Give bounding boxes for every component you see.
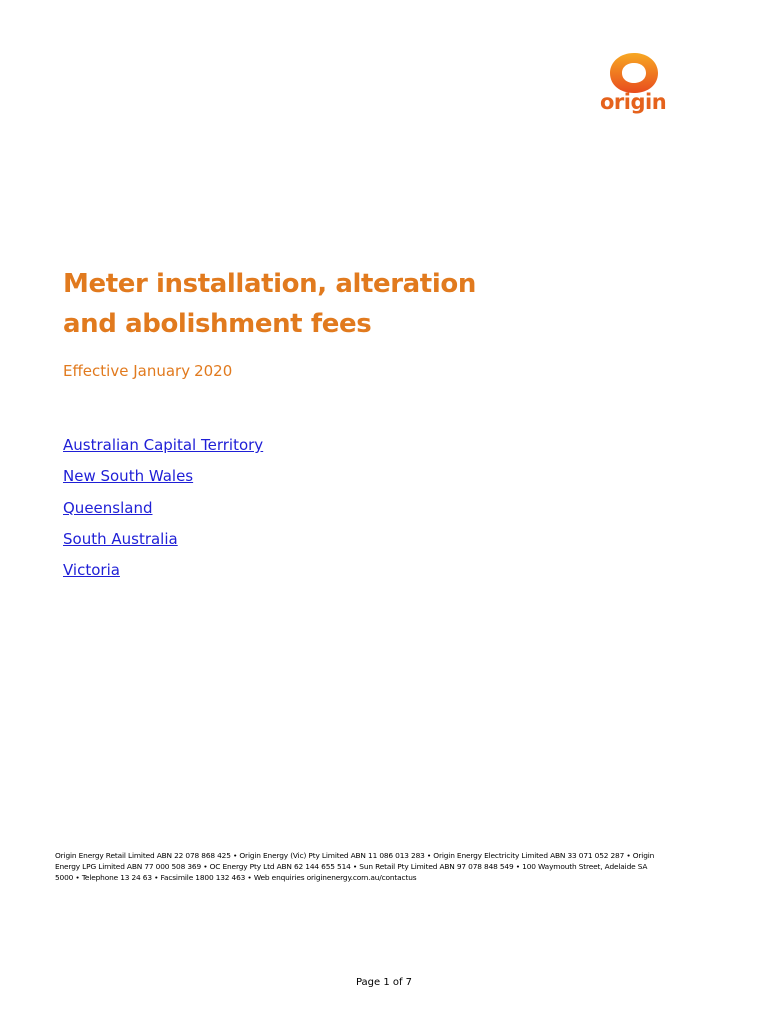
legal-footer: Origin Energy Retail Limited ABN 22 078 868 425 • Origin Energy (Vic) Pty Limited ABN 11 086 013 283 • Origin Energy Electricity Limited ABN 33 071 052 287 • Origin Energy LPG Limited ABN 77 000 508 369 • OC Energy Pty Ltd ABN 62 144 655 514 • Sun Retail Pty Limited ABN 97 078 848 549 • 100 Waymouth Street, Adelaide SA 5000 • Telephone 13 24 63 • Facsimile 1800 132 463 • Web enquiries originenergy.com.au/contactus <box>55 851 655 882</box>
effective-year: 2020 <box>194 362 233 380</box>
title-line: and abolishment fees <box>63 309 372 339</box>
state-link-list <box>63 434 263 590</box>
origin-logo <box>598 52 670 130</box>
link-new-south-wales[interactable]: New South Wales <box>63 467 194 486</box>
title-line: Meter installation, alteration <box>63 269 476 299</box>
link-victoria[interactable]: Victoria <box>63 561 120 580</box>
origin-sun-icon <box>608 52 660 94</box>
page-number: Page 1 of 7 <box>355 977 413 988</box>
list-item <box>63 497 263 528</box>
logo-wordmark: origin <box>600 90 667 114</box>
document-title <box>63 264 476 344</box>
link-australian-capital-territory[interactable]: Australian Capital Territory <box>63 436 264 454</box>
effective-label: Effective January <box>63 362 191 380</box>
list-item <box>63 434 263 465</box>
link-queensland[interactable]: Queensland <box>63 498 153 517</box>
link-south-australia[interactable]: South Australia <box>63 529 178 548</box>
list-item <box>63 465 263 496</box>
list-item <box>63 559 263 590</box>
list-item <box>63 528 263 559</box>
effective-date <box>63 362 232 380</box>
